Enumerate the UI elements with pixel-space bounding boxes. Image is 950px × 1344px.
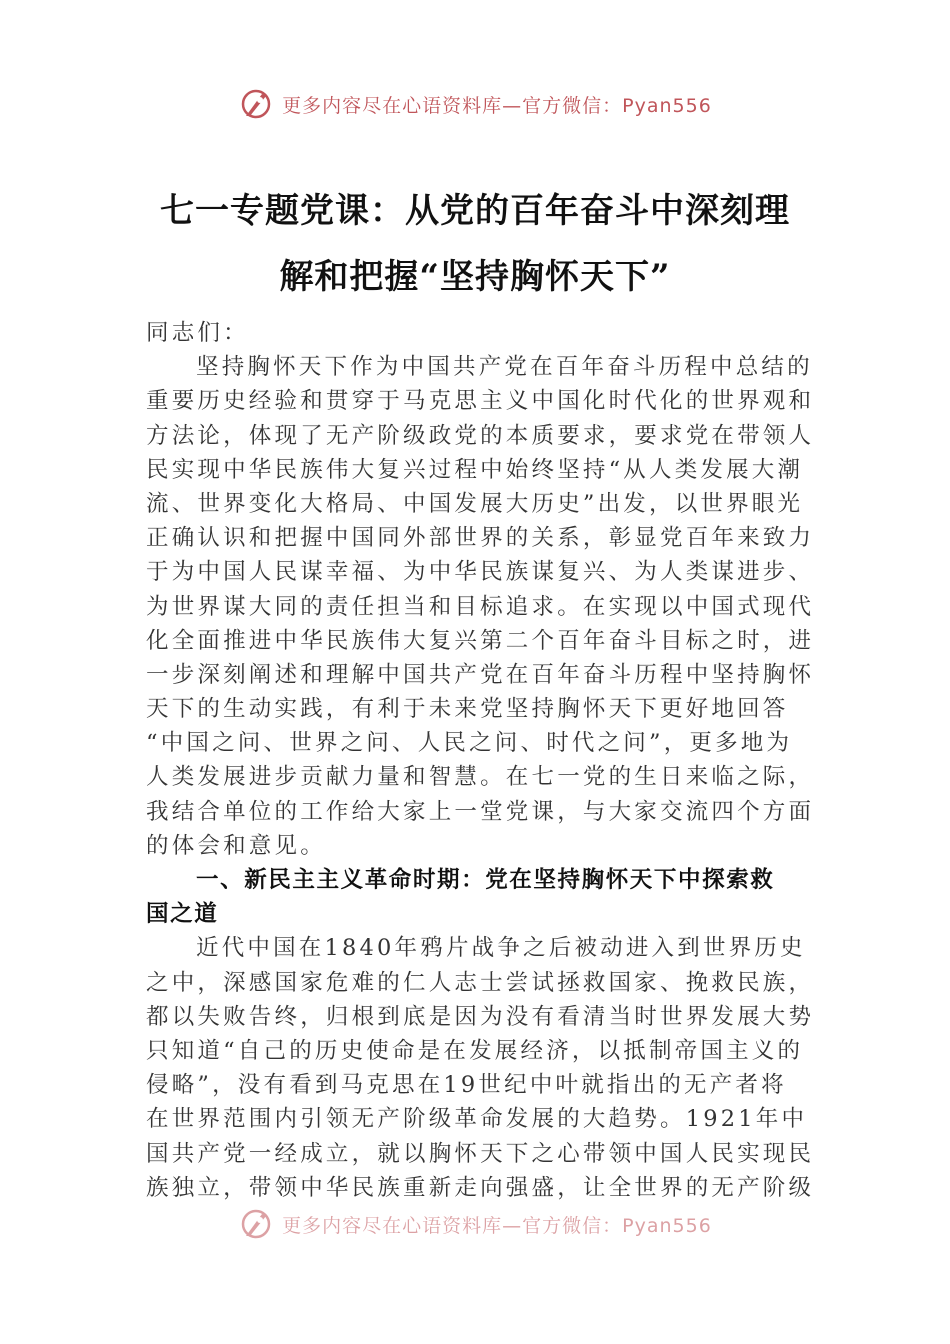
paragraph-line: 都以失败告终，归根到底是因为没有看清当时世界发展大势 <box>146 1003 815 1030</box>
paragraph-line: 只知道“自己的历史使命是在发展经济，以抵制帝国主义的 <box>146 1037 804 1064</box>
quill-logo-icon <box>238 86 274 122</box>
paragraph-line: 在世界范围内引领无产阶级革命发展的大趋势。1921年中 <box>146 1106 808 1133</box>
quill-logo-icon <box>238 1206 274 1242</box>
paragraph-line: 国共产党一经成立，就以胸怀天下之心带领中国人民实现民 <box>146 1140 815 1167</box>
section-heading-line-1: 一、新民主主义革命时期：党在坚持胸怀天下中探索救 <box>196 867 775 893</box>
paragraph-line: 正确认识和把握中国同外部世界的关系，彰显党百年来致力 <box>146 525 815 552</box>
document-title <box>100 178 850 310</box>
paragraph-line: 流、世界变化大格局、中国发展大历史”出发，以世界眼光 <box>146 490 804 517</box>
document-body <box>146 316 815 1205</box>
section-heading-line-2: 国之道 <box>146 901 219 928</box>
paragraph-line: 坚持胸怀天下作为中国共产党在百年奋斗历程中总结的 <box>196 354 813 381</box>
greeting: 同志们： <box>146 320 249 346</box>
paragraph-line: 近代中国在1840年鸦片战争之后被动进入到世界历史 <box>196 935 806 962</box>
paragraph-line: 于为中国人民谋幸福、为中华民族谋复兴、为人类谋进步、 <box>146 559 815 586</box>
paragraph-line: 我结合单位的工作给大家上一堂党课，与大家交流四个方面 <box>146 798 815 825</box>
paragraph-line: 天下的生动实践，有利于未来党坚持胸怀天下更好地回答 <box>146 696 789 723</box>
paragraph-line: 族独立，带领中华民族重新走向强盛，让全世界的无产阶级 <box>146 1174 815 1201</box>
paragraph-line: 之中，深感国家危难的仁人志士尝试拯救国家、挽救民族， <box>146 969 815 996</box>
footer-watermark-banner <box>0 1206 950 1242</box>
paragraph-line: 重要历史经验和贯穿于马克思主义中国化时代化的世界观和 <box>146 388 815 415</box>
paragraph-line: 的体会和意见。 <box>146 832 326 859</box>
paragraph-line: 侵略”，没有看到马克思在19世纪中叶就指出的无产者将 <box>146 1072 787 1099</box>
header-banner-text: 更多内容尽在心语资料库—官方微信：Pyan556 <box>282 94 712 117</box>
title-line-1: 七一专题党课：从党的百年奋斗中深刻理 <box>160 191 790 231</box>
paragraph-line: 化全面推进中华民族伟大复兴第二个百年奋斗目标之时，进 <box>146 627 815 654</box>
footer-banner-text: 更多内容尽在心语资料库—官方微信：Pyan556 <box>282 1214 712 1237</box>
paragraph-line: 民实现中华民族伟大复兴过程中始终坚持“从人类发展大潮 <box>146 456 804 483</box>
paragraph-line: 人类发展进步贡献力量和智慧。在七一党的生日来临之际， <box>146 764 815 791</box>
paragraph-line: “中国之问、世界之问、人民之问、时代之问”，更多地为 <box>146 730 793 757</box>
header-watermark-banner <box>0 84 950 124</box>
paragraph-line: 方法论，体现了无产阶级政党的本质要求，要求党在带领人 <box>146 422 815 449</box>
paragraph-line: 为世界谋大同的责任担当和目标追求。在实现以中国式现代 <box>146 593 815 620</box>
paragraph-line: 一步深刻阐述和理解中国共产党在百年奋斗历程中坚持胸怀 <box>146 661 815 688</box>
title-line-2: 解和把握“坚持胸怀天下” <box>279 257 671 297</box>
